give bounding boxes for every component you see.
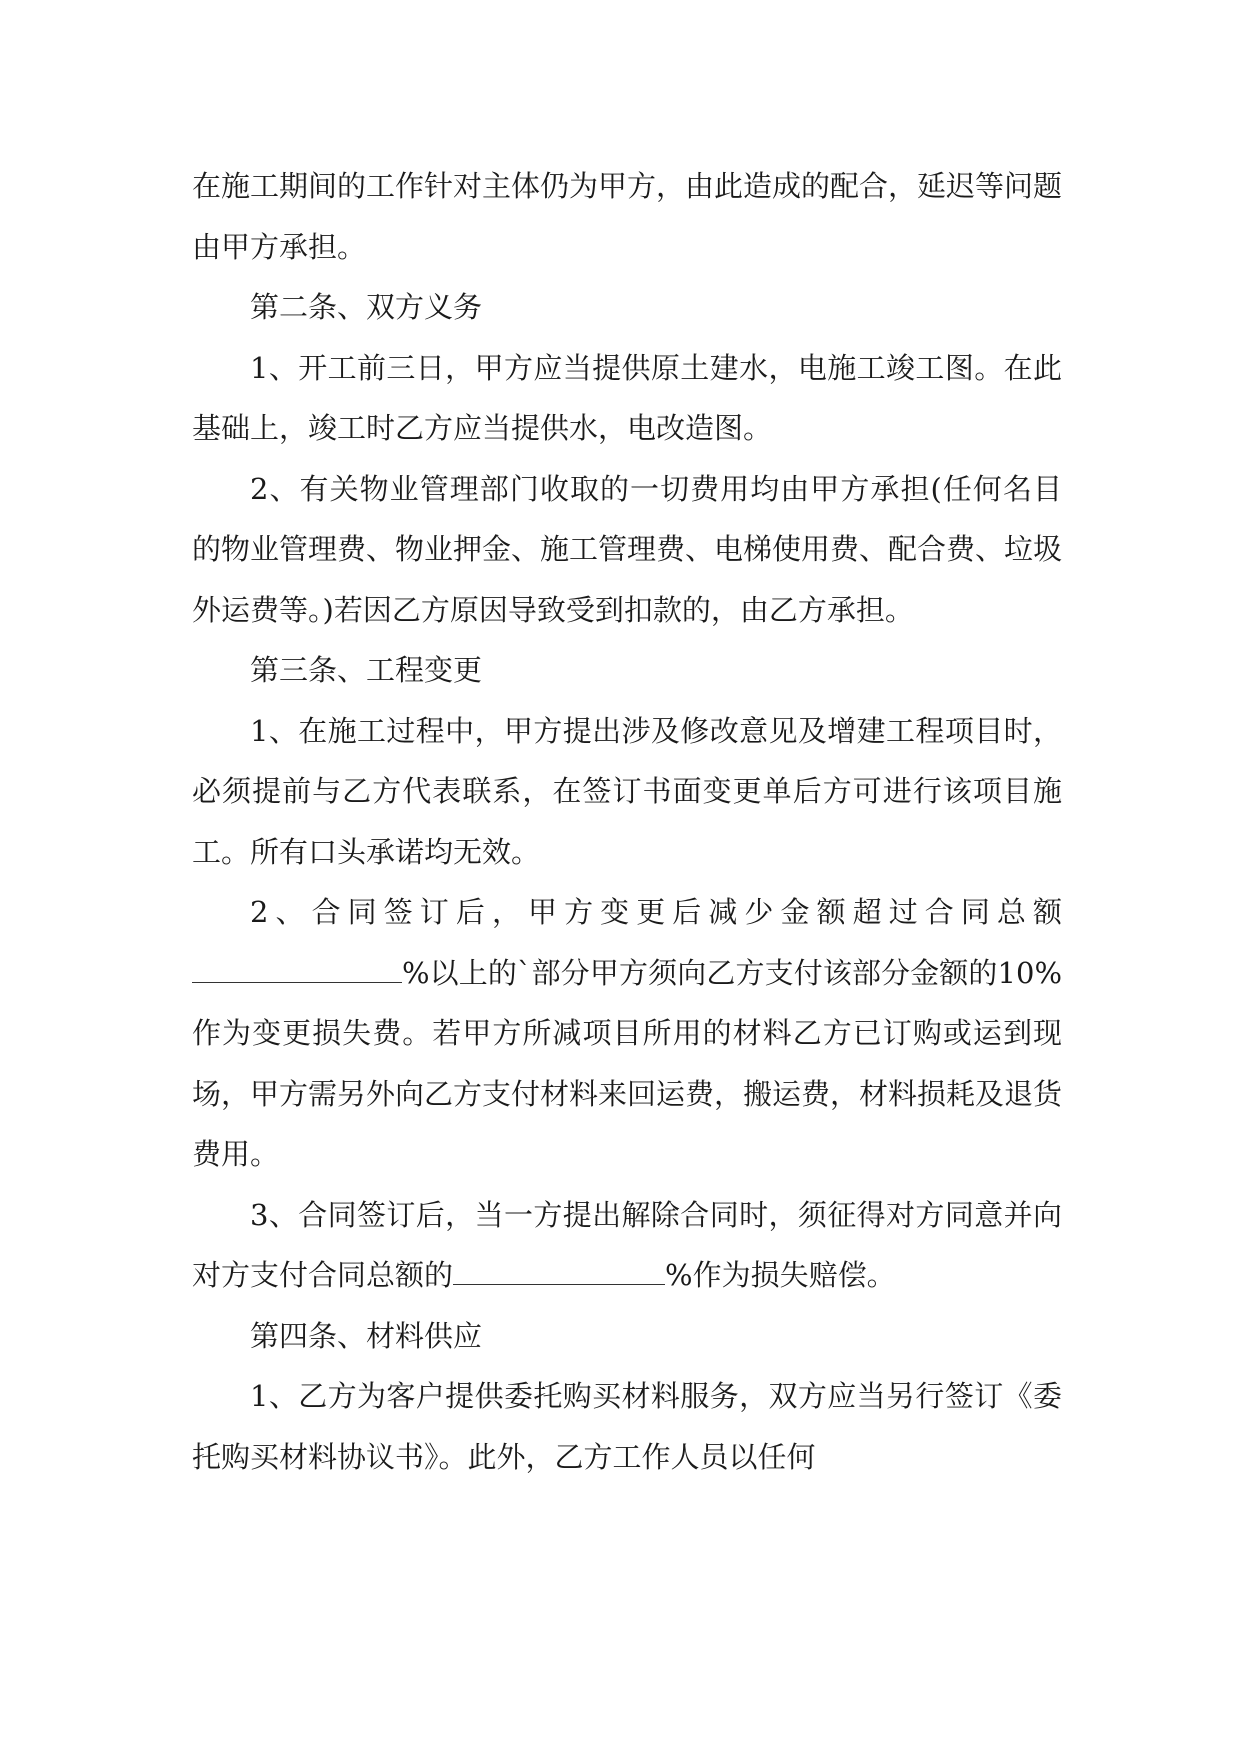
paragraph-continuation: 在施工期间的工作针对主体仍为甲方，由此造成的配合，延迟等问题由甲方承担。: [192, 169, 1063, 264]
clause-3-2: [192, 882, 1062, 1185]
clause-3-3-text-a: 3、合同签订后，当一方提出解除合同时，须征得对方同意并向对方支付合同总额的: [192, 1197, 1062, 1292]
fill-in-blank-percent: [192, 955, 402, 982]
clause-2-2: 2、有关物业管理部门收取的一切费用均由甲方承担(任何名目的物业管理费、物业押金、施工管理费、电梯使用费、配合费、垃圾外运费等。)若因乙方原因导致受到扣款的，由乙方承担。: [192, 471, 1063, 627]
clause-2-1: 1、开工前三日，甲方应当提供原土建水，电施工竣工图。在此基础上，竣工时乙方应当提供水，电改造图。: [192, 350, 1062, 445]
fill-in-blank-compensation: [453, 1258, 665, 1285]
section-heading-3: 第三条、工程变更: [250, 653, 483, 687]
document-body: [192, 156, 1062, 1487]
clause-3-2-text-a: 2、合同签订后，甲方变更后减少金额超过合同总额: [250, 895, 1062, 929]
section-heading-4: 第四条、材料供应: [250, 1318, 483, 1353]
clause-3-2-text-b: %以上的`部分甲方须向乙方支付该部分金额的10%作为变更损失费。若甲方所减项目所用的材料乙方已订购或运到现场，甲方需另外向乙方支付材料来回运费，搬运费，材料损耗及退货费用。: [192, 955, 1063, 1171]
section-heading-2: 第二条、双方义务: [250, 290, 483, 324]
clause-3-1: 1、在施工过程中，甲方提出涉及修改意见及增建工程项目时，必须提前与乙方代表联系，在签订书面变更单后方可进行该项目施工。所有口头承诺均无效。: [192, 713, 1062, 869]
clause-3-3: [192, 1185, 1062, 1306]
clause-3-3-text-b: %作为损失赔偿。: [665, 1258, 896, 1292]
clause-4-1: 1、乙方为客户提供委托购买材料服务，双方应当另行签订《委托购买材料协议书》。此外，乙方工作人员以任何: [192, 1379, 1062, 1474]
